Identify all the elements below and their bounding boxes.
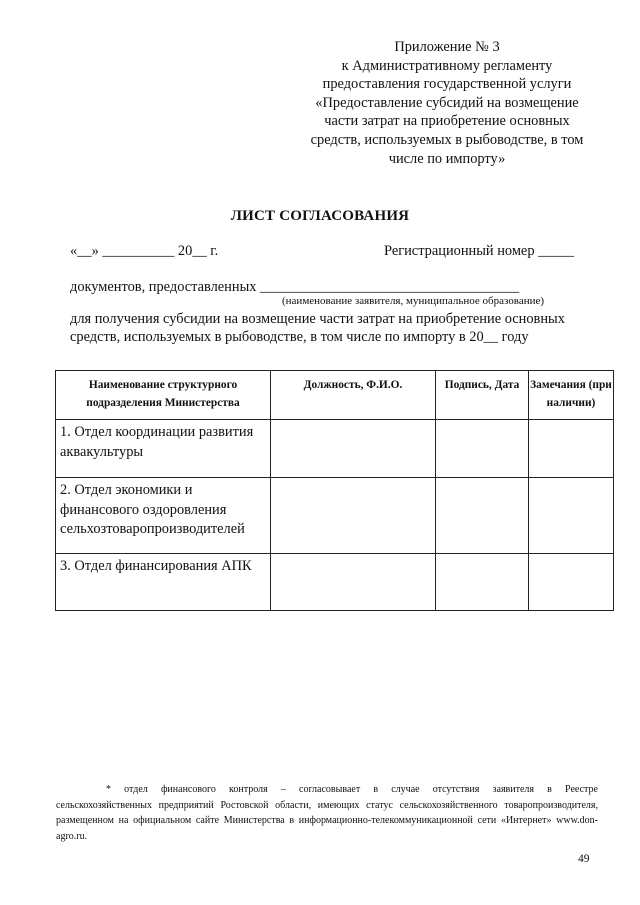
header-department: Наименование структурного подразделения Министерства: [56, 371, 271, 420]
department-cell: 1. Отдел координации развития аквакультуры: [56, 420, 271, 478]
approval-table: [55, 370, 614, 611]
annex-line: предоставления государственной услуги: [322, 76, 572, 93]
signature-cell: [436, 554, 529, 611]
page-number: 49: [578, 853, 590, 865]
documents-line: документов, предоставленных ____________________________________: [70, 279, 520, 295]
table-row: [56, 554, 614, 611]
annex-line: «Предоставление субсидий на возмещение: [315, 94, 579, 111]
table-row: [56, 420, 614, 478]
position-cell: [271, 554, 436, 611]
header-signature: Подпись, Дата: [436, 371, 529, 420]
footnote-first-line: * отдел финансового контроля – согласовывает в случае отсутствия заявителя в Реестре: [106, 784, 598, 795]
table-header-row: [56, 371, 614, 420]
signature-cell: [436, 420, 529, 478]
signature-cell: [436, 478, 529, 554]
remarks-cell: [529, 554, 614, 611]
header-position: Должность, Ф.И.О.: [271, 371, 436, 420]
date-line: «__» __________ 20__ г.: [70, 243, 219, 259]
remarks-cell: [529, 478, 614, 554]
department-cell: 2. Отдел экономики и финансового оздоровления сельхозтоваропроизводителей: [56, 478, 271, 554]
purpose-text: для получения субсидии на возмещение части затрат на приобретение основных средств, используемых в рыбоводстве, в том числе по импорту в 20__ году: [70, 311, 565, 346]
footnote-rest: сельскохозяйственных предприятий Ростовской области, имеющих статус сельскохозяйственного товаропроизводителя, размещенном на официальном сайте Министерства в информационно-телекоммуникационной сети «Интернет» www.don-agro.ru.: [56, 799, 598, 842]
annex-line: части затрат на приобретение основных: [324, 113, 570, 130]
registration-number-line: Регистрационный номер _____: [384, 243, 575, 259]
table-row: [56, 478, 614, 554]
header-remarks: Замечания (при наличии): [529, 371, 614, 420]
annex-line: Приложение № 3: [394, 39, 500, 55]
document-title: ЛИСТ СОГЛАСОВАНИЯ: [230, 208, 410, 224]
annex-line: средств, используемых в рыбоводстве, в том: [310, 131, 584, 148]
position-cell: [271, 478, 436, 554]
footnote: [56, 782, 598, 844]
annex-line: к Административному регламенту: [341, 57, 553, 74]
department-cell: 3. Отдел финансирования АПК: [56, 554, 271, 611]
remarks-cell: [529, 420, 614, 478]
annex-line: числе по импорту»: [388, 150, 506, 167]
applicant-hint: (наименование заявителя, муниципальное образование): [282, 295, 545, 307]
annex-header: [296, 38, 598, 168]
position-cell: [271, 420, 436, 478]
